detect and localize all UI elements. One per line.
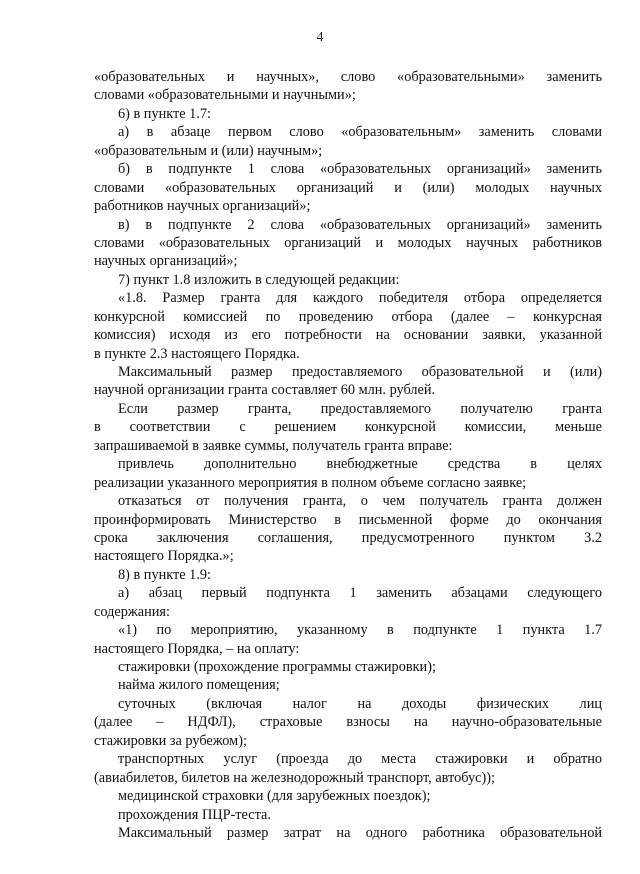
text-line: «образовательных и научных», слово «образовательными» заменить: [94, 69, 602, 85]
text-line: «1) по мероприятию, указанному в подпункте 1 пункта 1.7: [118, 622, 602, 639]
text-line: «образовательным и (или) научным»;: [94, 142, 323, 159]
text-line: проинформировать Министерство в письменной форме до окончания: [94, 511, 602, 528]
text-line: 8) в пункте 1.9:: [118, 566, 212, 583]
text-line: Максимальный размер затрат на одного работника образовательной: [118, 824, 602, 841]
text-line: стажировки за рубежом);: [94, 732, 247, 749]
text-line: в соответствии с решением конкурсной комиссии, меньше: [94, 419, 602, 436]
text-line: комиссия) исходя из его потребности на основании заявки, указанной: [94, 327, 602, 344]
text-line: срока заключения соглашения, предусмотренного пунктом 3.2: [94, 529, 602, 546]
page-number: 4: [316, 30, 324, 45]
text-line: в) в подпункте 2 слова «образовательных организаций» заменить: [118, 216, 602, 233]
text-line: настоящего Порядка.»;: [94, 548, 234, 565]
text-line: а) в абзаце первом слово «образовательным» заменить словами: [118, 124, 602, 141]
text-line: транспортных услуг (проезда до места стажировки и обратно: [118, 751, 602, 768]
text-line: Если размер гранта, предоставляемого получателю гранта: [118, 400, 602, 417]
text-line: привлечь дополнительно внебюджетные средства в целях: [118, 456, 602, 473]
text-line: словами «образовательными и научными»;: [94, 87, 356, 104]
text-line: Максимальный размер предоставляемого образовательной и (или): [118, 364, 602, 380]
text-line: (авиабилетов, билетов на железнодорожный транспорт, автобус));: [94, 769, 495, 786]
text-line: конкурсной комиссией по проведению отбора (далее – конкурсная: [94, 308, 602, 325]
text-line: в пункте 2.3 настоящего Порядка.: [94, 345, 300, 362]
text-line: «1.8. Размер гранта для каждого победителя отбора определяется: [118, 290, 602, 307]
text-line: б) в подпункте 1 слова «образовательных организаций» заменить: [118, 161, 602, 178]
document-body: [94, 68, 602, 842]
text-line: научной организации гранта составляет 60 млн. рублей.: [94, 382, 436, 399]
text-line: найма жилого помещения;: [118, 677, 280, 694]
text-line: медицинской страховки (для зарубежных поездок);: [118, 788, 431, 805]
text-line: настоящего Порядка, – на оплату:: [94, 640, 300, 657]
text-line: прохождения ПЦР-теста.: [118, 806, 271, 823]
text-line: словами «образовательных организаций и молодых научных работников: [94, 234, 602, 251]
text-line: реализации указанного мероприятия в полном объеме согласно заявке;: [94, 474, 527, 491]
text-line: научных организаций»;: [94, 253, 238, 270]
text-line: а) абзац первый подпункта 1 заменить абзацами следующего: [118, 585, 602, 602]
text-line: стажировки (прохождение программы стажировки);: [118, 659, 436, 675]
text-line: суточных (включая налог на доходы физических лиц: [118, 695, 602, 712]
text-line: запрашиваемой в заявке суммы, получатель гранта вправе:: [94, 437, 453, 454]
text-line: 7) пункт 1.8 изложить в следующей редакции:: [118, 271, 400, 288]
text-line: (далее – НДФЛ), страховые взносы на научно-образовательные: [94, 714, 602, 731]
text-line: словами «образовательных организаций и (или) молодых научных: [94, 179, 602, 196]
text-line: работников научных организаций»;: [94, 198, 311, 215]
text-line: отказаться от получения гранта, о чем получатель гранта должен: [118, 493, 602, 510]
text-line: 6) в пункте 1.7:: [118, 105, 212, 122]
text-line: содержания:: [94, 603, 170, 620]
